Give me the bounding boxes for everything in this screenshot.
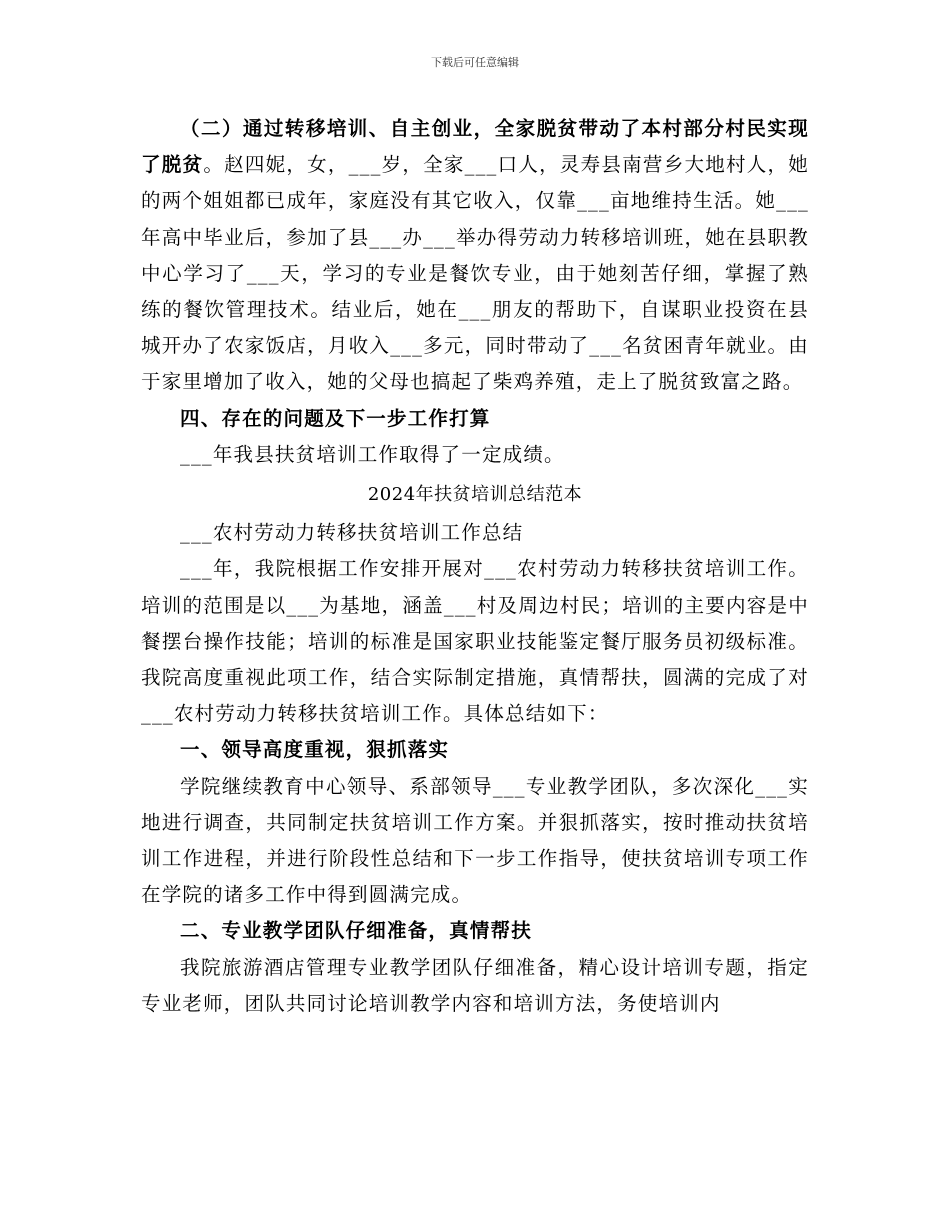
section-heading-two: 二、专业教学团队仔细准备，真情帮扶 (180, 919, 532, 943)
section-heading-four: 四、存在的问题及下一步工作打算 (180, 406, 491, 430)
document-subtitle: ___农村劳动力转移扶贫培训工作总结 (180, 521, 524, 545)
section-heading-one: 一、领导高度重视，狠抓落实 (180, 738, 450, 762)
paragraph-team: 我院旅游酒店管理专业教学团队仔细准备，精心设计培训专题，指定专业老师，团队共同讨论培训教学内容和培训方法，务使培训内 (141, 955, 809, 1015)
document-title: 2024年扶贫培训总结范本 (367, 484, 583, 506)
document-body (141, 111, 809, 1022)
paragraph-case-two (141, 111, 809, 401)
paragraph-intro: ___年，我院根据工作安排开展对___农村劳动力转移扶贫培训工作。培训的范围是以___为基地，涵盖___村及周边村民；培训的主要内容是中餐摆台操作技能；培训的标准是国家职业技能鉴定餐厅服务员初级标准。我院高度重视此项工作，结合实际制定措施，真情帮扶，圆满的完成了对___农村劳动力转移扶贫培训工作。具体总结如下： (141, 557, 809, 726)
paragraph-achievement: ___年我县扶贫培训工作取得了一定成绩。 (180, 442, 565, 466)
page-header: 下载后可任意编辑 (431, 56, 519, 69)
case-two-text: 。赵四妮，女，___岁，全家___口人，灵寿县南营乡大地村人，她的两个姐姐都已成年，家庭没有其它收入，仅靠___亩地维持生活。她___年高中毕业后，参加了县___办___举办得劳动力转移培训班，她在县职教中心学习了___天，学习的专业是餐饮专业，由于她刻苦仔细，掌握了熟练的餐饮管理技术。结业后，她在___朋友的帮助下，自谋职业投资在县城开办了农家饭店，月收入___多元，同时带动了___名贫困青年就业。由于家里增加了收入，她的父母也搞起了柴鸡养殖，走上了脱贫致富之路。 (141, 153, 809, 394)
case-two-heading: （二）通过转移培训、自主创业，全家脱贫带动了本村部分村民实现了脱贫 (141, 117, 809, 177)
paragraph-leadership: 学院继续教育中心领导、系部领导___专业教学团队，多次深化___实地进行调查，共同制定扶贫培训工作方案。并狠抓落实，按时推动扶贫培训工作进程，并进行阶段性总结和下一步工作指导，使扶贫培训专项工作在学院的诸多工作中得到圆满完成。 (141, 774, 809, 907)
